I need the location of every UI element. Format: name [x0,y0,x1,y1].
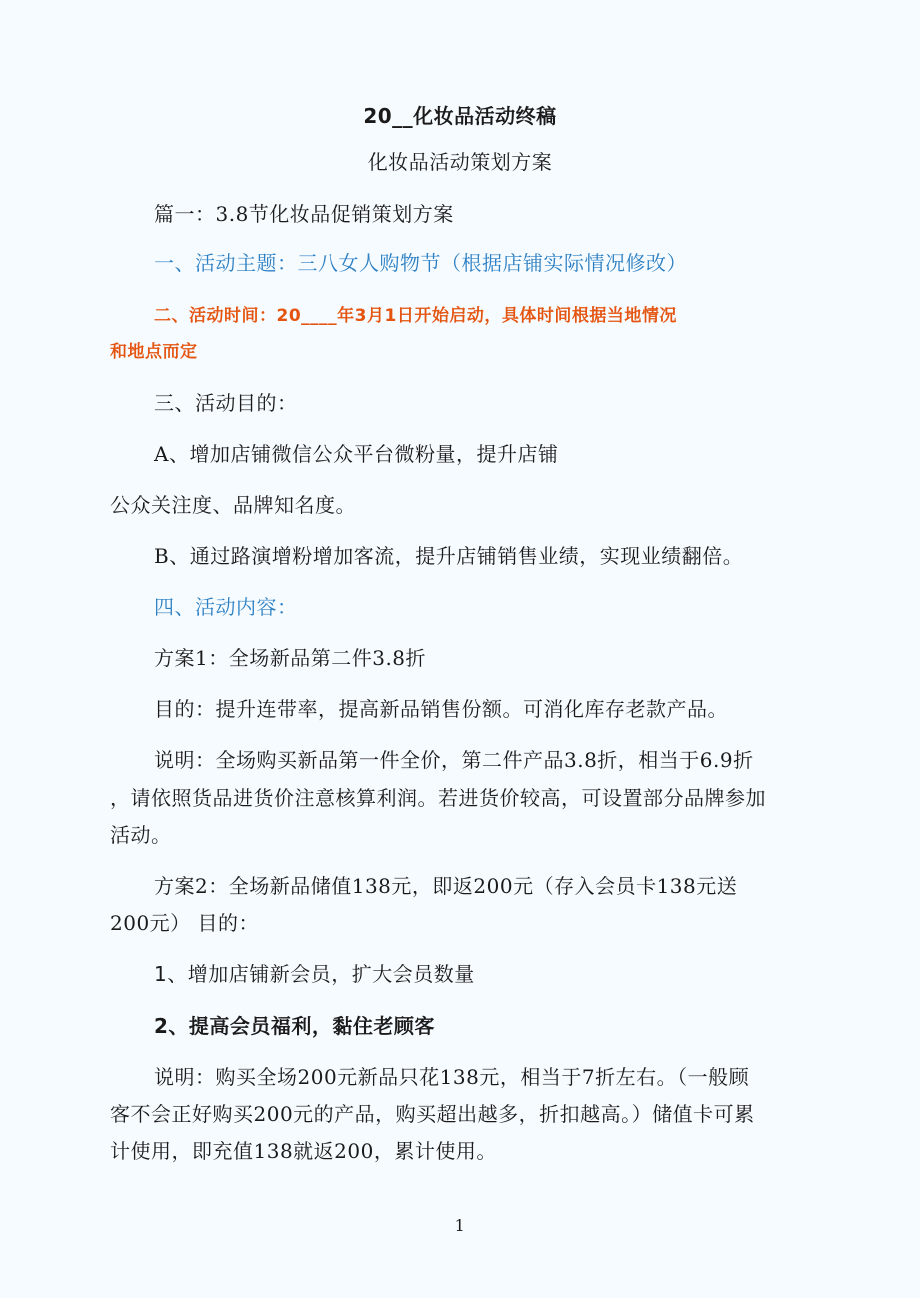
chapter-heading: 篇一：3.8节化妆品促销策划方案 [154,202,454,226]
section-content-heading: 四、活动内容： [154,595,298,619]
paragraph: 方案1：全场新品第二件3.8折 [154,646,427,670]
document-subtitle: 化妆品活动策划方案 [367,150,553,174]
paragraph: B、通过路演增粉增加客流，提升店铺销售业绩，实现业绩翻倍。 [154,544,744,568]
paragraph: 1、增加店铺新会员，扩大会员数量 [154,962,475,986]
paragraph: ，请依照货品进货价注意核算利润。若进货价较高，可设置部分品牌参加 [110,786,766,810]
paragraph: 公众关注度、品牌知名度。 [110,493,356,517]
section-theme-heading: 一、活动主题：三八女人购物节（根据店铺实际情况修改） [154,251,687,275]
page-number: 1 [454,1216,466,1235]
paragraph: 说明：全场购买新品第一件全价，第二件产品3.8折，相当于6.9折 [154,748,754,772]
paragraph: 200元） 目的： [110,911,260,935]
paragraph: 目的：提升连带率，提高新品销售份额。可消化库存老款产品。 [154,697,728,721]
paragraph: A、增加店铺微信公众平台微粉量，提升店铺 [154,442,559,466]
paragraph: 活动。 [110,823,172,847]
paragraph: 方案2：全场新品储值138元，即返200元（存入会员卡138元送 [154,874,738,898]
paragraph: 说明：购买全场200元新品只花138元，相当于7折左右。（一般顾 [154,1065,750,1089]
document-title: 20__化妆品活动终稿 [363,104,557,128]
paragraph: 客不会正好购买200元的产品，购买超出越多，折扣越高。）储值卡可累 [110,1102,755,1126]
paragraph: 计使用，即充值138就返200，累计使用。 [110,1139,497,1163]
section-purpose-heading: 三、活动目的： [154,391,298,415]
section-time-heading-cont: 和地点而定 [110,342,198,362]
section-time-heading: 二、活动时间：20____年3月1日开始启动，具体时间根据当地情况 [154,306,677,326]
paragraph-bold: 2、提高会员福利，黏住老顾客 [154,1014,435,1038]
